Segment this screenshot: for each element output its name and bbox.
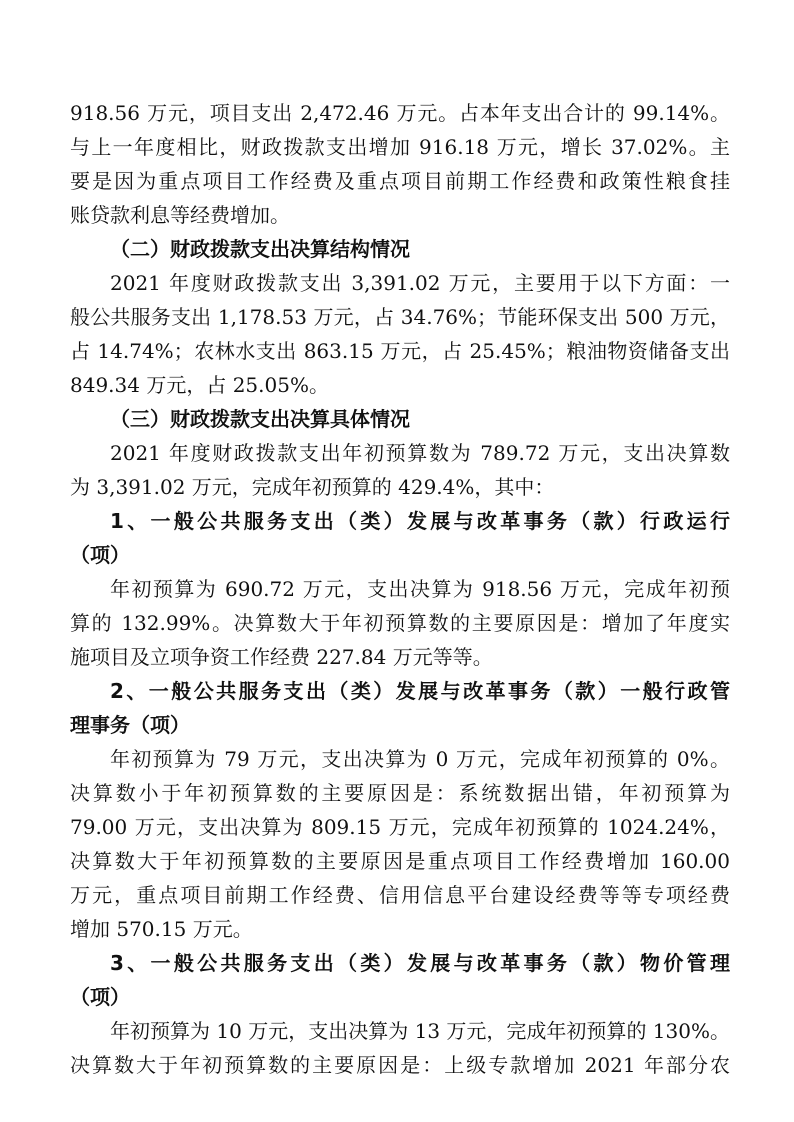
paragraph-line: 般公共服务支出 1,178.53 万元，占 34.76%；节能环保支出 500 万元， <box>70 305 730 329</box>
paragraph-line: 增加 570.15 万元。 <box>70 917 253 941</box>
paragraph-line: 算的 132.99%。决算数大于年初预算数的主要原因是：增加了年度实 <box>70 611 730 635</box>
item-heading: 2、一般公共服务支出（类）发展与改革事务（款）一般行政管 <box>110 679 730 703</box>
paragraph-line: 79.00 万元，支出决算为 809.15 万元，完成年初预算的 1024.24%， <box>70 815 730 839</box>
item-heading: （项） <box>70 543 130 567</box>
paragraph-line: 918.56 万元，项目支出 2,472.46 万元。占本年支出合计的 99.14%。 <box>70 101 730 125</box>
item-heading: 1、一般公共服务支出（类）发展与改革事务（款）行政运行 <box>110 509 730 533</box>
paragraph-line: 要是因为重点项目工作经费及重点项目前期工作经费和政策性粮食挂 <box>70 169 730 193</box>
paragraph-line: 849.34 万元，占 25.05%。 <box>70 373 329 397</box>
paragraph-line: 施项目及立项争资工作经费 227.84 万元等等。 <box>70 645 493 669</box>
section-heading: （三）财政拨款支出决算具体情况 <box>110 407 410 431</box>
paragraph-line: 年初预算为 10 万元，支出决算为 13 万元，完成年初预算的 130%。 <box>110 1019 730 1043</box>
paragraph-line: 2021 年度财政拨款支出 3,391.02 万元，主要用于以下方面：一 <box>110 271 730 295</box>
paragraph-line: 决算数大于年初预算数的主要原因是重点项目工作经费增加 160.00 <box>70 849 730 873</box>
paragraph-line: 为 3,391.02 万元，完成年初预算的 429.4%，其中： <box>70 475 555 499</box>
paragraph-line: 占 14.74%；农林水支出 863.15 万元，占 25.45%；粮油物资储备支出 <box>70 339 730 363</box>
paragraph-line: 2021 年度财政拨款支出年初预算数为 789.72 万元，支出决算数 <box>110 441 730 465</box>
paragraph-line: 决算数大于年初预算数的主要原因是：上级专款增加 2021 年部分农 <box>70 1053 730 1077</box>
paragraph-line: 年初预算为 690.72 万元，支出决算为 918.56 万元，完成年初预 <box>110 577 730 601</box>
item-heading: （项） <box>70 985 130 1009</box>
item-heading: 理事务（项） <box>70 713 190 737</box>
paragraph-line: 账贷款利息等经费增加。 <box>70 203 290 227</box>
item-heading: 3、一般公共服务支出（类）发展与改革事务（款）物价管理 <box>110 951 730 975</box>
paragraph-line: 与上一年度相比，财政拨款支出增加 916.18 万元，增长 37.02%。主 <box>70 135 730 159</box>
paragraph-line: 决算数小于年初预算数的主要原因是：系统数据出错，年初预算为 <box>70 781 730 805</box>
paragraph-line: 年初预算为 79 万元，支出决算为 0 万元，完成年初预算的 0%。 <box>110 747 730 771</box>
section-heading: （二）财政拨款支出决算结构情况 <box>110 237 410 261</box>
paragraph-line: 万元，重点项目前期工作经费、信用信息平台建设经费等等专项经费 <box>70 883 730 907</box>
